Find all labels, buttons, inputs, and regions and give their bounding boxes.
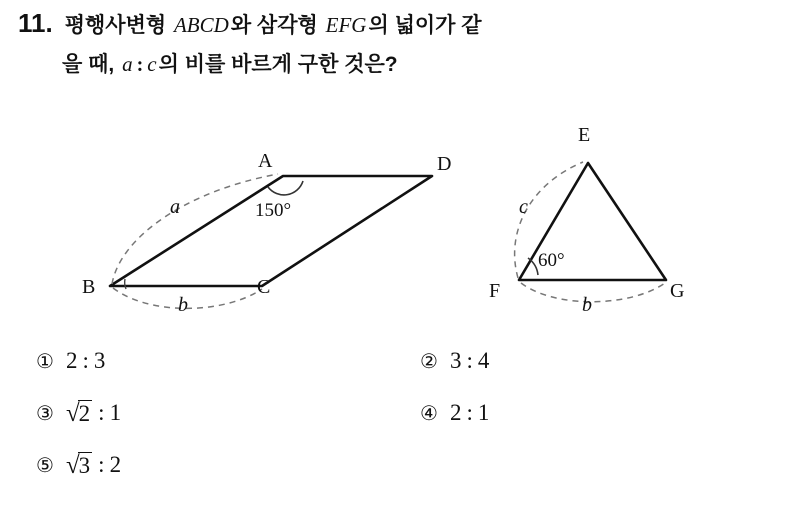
choice-5-right: 2 xyxy=(109,452,122,478)
choice-3[interactable] xyxy=(36,400,121,427)
radical-sign-3: √ xyxy=(65,400,80,427)
question-line-1 xyxy=(18,8,784,39)
choice-marker-5: ⑤ xyxy=(36,453,54,478)
vertex-label-C: C xyxy=(257,276,271,298)
q2-seg-2: : xyxy=(136,54,144,76)
choice-row-2 xyxy=(30,400,770,452)
side-label-b-triangle: b xyxy=(582,294,592,316)
choice-3-left: 2 xyxy=(78,401,91,426)
q1-seg-2: 와 삼각형 xyxy=(230,14,324,37)
q1-seg-4: 의 넓이가 같 xyxy=(368,14,482,37)
question-number: 11. xyxy=(18,8,53,38)
side-label-c: c xyxy=(519,196,528,218)
choice-marker-2: ② xyxy=(420,349,438,373)
vertex-label-F: F xyxy=(489,280,501,302)
choice-1[interactable] xyxy=(36,348,105,374)
angle-label-150: 150° xyxy=(255,200,292,221)
vertex-label-E: E xyxy=(578,124,591,146)
choice-3-colon: : xyxy=(98,400,105,426)
vertex-label-D: D xyxy=(437,153,452,175)
choice-row-3 xyxy=(30,452,770,504)
question-line-2-text xyxy=(62,48,398,78)
vertex-label-G: G xyxy=(670,280,685,302)
choice-2-colon: : xyxy=(466,348,473,373)
q2-seg-0: 을 때, xyxy=(62,53,121,76)
choice-text-4 xyxy=(450,400,489,426)
question-line-1-text xyxy=(65,9,482,39)
choice-marker-1: ① xyxy=(36,349,54,373)
vertex-label-A: A xyxy=(258,150,273,172)
choice-marker-4: ④ xyxy=(420,401,438,425)
choice-marker-3: ③ xyxy=(36,401,54,426)
choice-2-left: 3 xyxy=(449,348,462,373)
choice-text-5 xyxy=(66,452,121,479)
answer-choices xyxy=(30,348,770,504)
choice-4-left: 2 xyxy=(449,400,462,425)
choice-4[interactable] xyxy=(420,400,489,426)
choice-text-1 xyxy=(66,348,105,374)
q2-seg-4: 의 비를 바르게 구한 것은? xyxy=(158,53,398,76)
q2-seg-1: a xyxy=(122,52,133,76)
angle-arc-B xyxy=(125,279,126,289)
q1-seg-3: EFG xyxy=(325,13,367,37)
radical-sign-5: √ xyxy=(65,452,80,479)
choice-2[interactable] xyxy=(420,348,489,374)
choice-5[interactable] xyxy=(36,452,121,479)
choice-text-2 xyxy=(450,348,489,374)
sqrt-group-3 xyxy=(66,400,92,427)
parallelogram-shape xyxy=(110,176,432,286)
choice-2-right: 4 xyxy=(477,348,490,373)
choice-1-colon: : xyxy=(82,348,89,373)
question-line-2 xyxy=(62,48,784,78)
choice-3-right: 1 xyxy=(109,400,122,426)
side-label-b-parallelogram: b xyxy=(178,294,188,316)
side-label-a: a xyxy=(170,196,180,218)
choice-5-colon: : xyxy=(98,452,105,478)
choice-row-1 xyxy=(30,348,770,400)
choice-1-right: 3 xyxy=(93,348,106,373)
figure-area xyxy=(0,108,802,318)
choice-text-3 xyxy=(66,400,121,427)
q1-seg-1: ABCD xyxy=(173,13,229,37)
vertex-label-B: B xyxy=(82,276,96,298)
angle-label-60: 60° xyxy=(538,250,565,271)
choice-1-left: 2 xyxy=(65,348,78,373)
choice-4-colon: : xyxy=(466,400,473,425)
sqrt-group-5 xyxy=(66,452,92,479)
question-block xyxy=(18,8,784,78)
q1-seg-0: 평행사변형 xyxy=(64,14,172,37)
choice-4-right: 1 xyxy=(477,400,490,425)
arc-side-b-triangle xyxy=(521,283,665,302)
q2-seg-3: c xyxy=(147,52,157,76)
choice-5-left: 3 xyxy=(78,453,91,478)
